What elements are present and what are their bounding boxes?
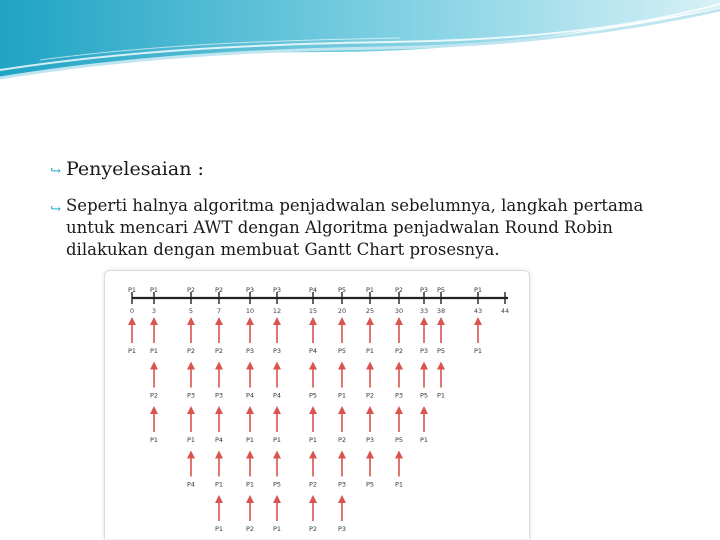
queue-arrow-head: [420, 317, 428, 325]
queue-arrow-head: [309, 406, 317, 414]
queue-arrow-head: [338, 451, 346, 459]
queue-process-label: P2: [365, 391, 375, 400]
queue-arrow-head: [246, 495, 254, 503]
queue-arrow-head: [215, 317, 223, 325]
queue-arrow-head: [187, 317, 195, 325]
header-wave-decoration: [0, 0, 720, 90]
queue-arrow-head: [338, 362, 346, 370]
queue-process-label: P5: [436, 347, 446, 355]
gantt-time-label: 0: [129, 307, 135, 315]
queue-arrow-head: [246, 451, 254, 459]
gantt-time-label: 7: [216, 307, 222, 315]
queue-arrow-head: [150, 317, 158, 325]
gantt-chart-figure: [104, 270, 530, 539]
queue-process-label: P3: [337, 480, 347, 489]
queue-arrow-head: [246, 362, 254, 370]
queue-process-label: P2: [308, 480, 318, 489]
queue-arrow-head: [366, 317, 374, 325]
queue-process-label: P2: [394, 347, 404, 355]
queue-process-label: P4: [308, 347, 318, 355]
queue-arrow-head: [273, 495, 281, 503]
queue-arrow-head: [366, 406, 374, 414]
queue-process-label: P4: [214, 436, 224, 444]
queue-arrow-head: [215, 495, 223, 503]
gantt-process-label: P4: [308, 286, 318, 294]
heading-row: [50, 158, 204, 180]
gantt-time-label: 10: [245, 307, 255, 315]
queue-arrow-head: [366, 362, 374, 370]
queue-arrow-head: [150, 362, 158, 370]
gantt-time-label: 3: [151, 307, 157, 315]
queue-process-label: P1: [214, 480, 224, 489]
queue-arrow-head: [309, 362, 317, 370]
gantt-process-label: P1: [473, 286, 483, 294]
queue-arrow-head: [338, 317, 346, 325]
queue-process-label: P1: [186, 436, 196, 444]
gantt-time-label: 38: [436, 307, 446, 315]
queue-arrow-head: [187, 362, 195, 370]
queue-arrow-head: [215, 362, 223, 370]
body-paragraph: Seperti halnya algoritma penjadwalan sebelumnya, langkah pertama untuk mencari AWT dengan Algoritma penjadwalan Round Robin dilakukan dengan membuat Gantt Chart prosesnya.: [66, 196, 644, 259]
queue-process-label: P2: [308, 525, 318, 533]
gantt-time-label: 33: [419, 307, 429, 315]
queue-process-label: P2: [337, 436, 347, 444]
gantt-process-label: P1: [127, 286, 137, 294]
queue-arrow-head: [395, 406, 403, 414]
gantt-time-label: 44: [500, 307, 510, 315]
gantt-time-label: 20: [337, 307, 347, 315]
gantt-process-label: P5: [337, 286, 347, 294]
gantt-time-label: 30: [394, 307, 404, 315]
queue-arrow-head: [437, 317, 445, 325]
queue-process-label: P1: [272, 525, 282, 533]
queue-process-label: P1: [149, 347, 159, 355]
queue-process-label: P3: [365, 436, 375, 444]
gantt-time-label: 25: [365, 307, 375, 315]
queue-arrow-head: [273, 362, 281, 370]
page-title: Penyelesaian :: [66, 158, 204, 180]
queue-process-label: P4: [245, 391, 255, 400]
queue-process-label: P1: [365, 347, 375, 355]
queue-process-label: P3: [272, 347, 282, 355]
queue-process-label: P2: [214, 347, 224, 355]
queue-process-label: P3: [419, 347, 429, 355]
gantt-process-label: P3: [272, 286, 282, 294]
queue-process-label: P2: [149, 391, 159, 400]
queue-arrow-head: [309, 495, 317, 503]
queue-arrow-head: [273, 317, 281, 325]
gantt-time-label: 15: [308, 307, 318, 315]
queue-arrow-head: [395, 317, 403, 325]
queue-arrow-head: [309, 451, 317, 459]
queue-arrow-head: [246, 317, 254, 325]
queue-arrow-head: [309, 317, 317, 325]
queue-process-label: P1: [419, 436, 429, 444]
paragraph-row: [50, 195, 670, 261]
queue-process-label: P5: [394, 436, 404, 444]
queue-arrow-head: [420, 362, 428, 370]
curled-arrow-bullet-icon: ↪: [50, 202, 61, 217]
queue-process-label: P1: [272, 436, 282, 444]
queue-arrow-head: [338, 406, 346, 414]
queue-process-label: P2: [186, 347, 196, 355]
queue-process-label: P1: [394, 480, 404, 489]
queue-process-label: P5: [337, 347, 347, 355]
queue-process-label: P4: [272, 391, 282, 400]
queue-process-label: P5: [365, 480, 375, 489]
gantt-process-label: P1: [365, 286, 375, 294]
gantt-chart-svg: [105, 271, 529, 539]
queue-arrow-head: [150, 406, 158, 414]
queue-process-label: P4: [186, 480, 196, 489]
queue-process-label: P3: [337, 525, 347, 533]
queue-process-label: P1: [308, 436, 318, 444]
queue-arrow-head: [273, 406, 281, 414]
queue-process-label: P1: [149, 436, 159, 444]
queue-arrow-head: [395, 451, 403, 459]
gantt-process-label: P2: [394, 286, 404, 294]
queue-process-label: P1: [245, 480, 255, 489]
queue-arrow-head: [395, 362, 403, 370]
gantt-process-label: P2: [186, 286, 196, 294]
queue-arrow-head: [366, 451, 374, 459]
queue-arrow-head: [273, 451, 281, 459]
queue-process-label: P1: [245, 436, 255, 444]
queue-process-label: P5: [419, 391, 429, 400]
gantt-time-label: 12: [272, 307, 282, 315]
queue-arrow-head: [420, 406, 428, 414]
queue-arrow-head: [338, 495, 346, 503]
gantt-time-label: 43: [473, 307, 483, 315]
gantt-process-label: P5: [436, 286, 446, 294]
queue-process-label: P1: [473, 347, 483, 355]
gantt-process-label: P3: [245, 286, 255, 294]
queue-arrow-head: [246, 406, 254, 414]
queue-arrow-head: [187, 406, 195, 414]
gantt-time-label: 5: [188, 307, 194, 315]
queue-process-label: P1: [436, 391, 446, 400]
queue-process-label: P3: [394, 391, 404, 400]
queue-arrow-head: [187, 451, 195, 459]
queue-process-label: P1: [337, 391, 347, 400]
queue-process-label: P5: [308, 391, 318, 400]
queue-arrow-head: [215, 451, 223, 459]
queue-process-label: P3: [214, 391, 224, 400]
queue-arrow-head: [128, 317, 136, 325]
gantt-process-label: P3: [419, 286, 429, 294]
curled-arrow-bullet-icon: ↪: [50, 164, 61, 179]
queue-arrow-head: [437, 362, 445, 370]
queue-process-label: P1: [127, 347, 137, 355]
gantt-process-label: P1: [149, 286, 159, 294]
queue-process-label: P1: [214, 525, 224, 533]
gantt-process-label: P2: [214, 286, 224, 294]
queue-process-label: P5: [272, 480, 282, 489]
queue-process-label: P2: [245, 525, 255, 533]
queue-process-label: P3: [186, 391, 196, 400]
queue-arrow-head: [215, 406, 223, 414]
queue-arrow-head: [474, 317, 482, 325]
queue-process-label: P3: [245, 347, 255, 355]
